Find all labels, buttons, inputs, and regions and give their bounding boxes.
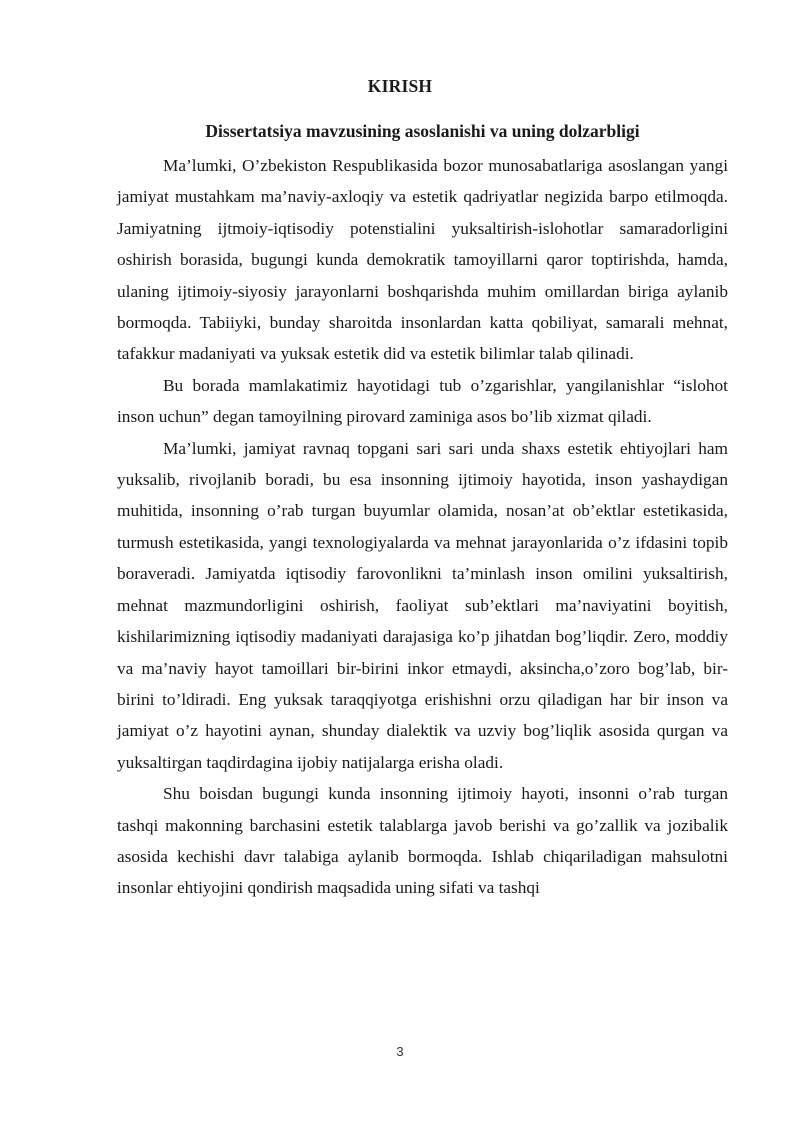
body-text <box>117 150 728 904</box>
paragraph-3: Ma’lumki, jamiyat ravnaq topgani sari sari unda shaxs estetik ehtiyojlari ham yuksalib, rivojlanib boradi, bu esa insonning ijtimoiy hayotida, inson yashaydigan muhitida, insonning o’rab turgan buyumlar olamida, nosan’at ob’ektlar estetikasida, turmush estetikasida, yangi texnologiyalarda va mehnat jarayonlarida o’z ifdasini topib boraveradi. Jamiyatda iqtisodiy farovonlikni ta’minlash inson omilini yuksaltirish, mehnat mazmundorligini oshirish, faoliyat sub’ektlari ma’naviyatini boyitish, kishilarimizning iqtisodiy madaniyati darajasiga ko’p jihatdan bog’liqdir. Zero, moddiy va ma’naviy hayot tamoillari bir-birini inkor etmaydi, aksincha,o’zoro bog’lab, bir-birini to’ldiradi. Eng yuksak taraqqiyotga erishishni orzu qiladigan har bir inson va jamiyat o’z hayotini aynan, shunday dialektik va uzviy bog’liqlik asosida qurgan va yuksaltirgan taqdirdagina ijobiy natijalarga erisha oladi. <box>117 438 728 772</box>
paragraph-1: Ma’lumki, O’zbekiston Respublikasida bozor munosabatlariga asoslangan yangi jamiyat mustahkam ma’naviy-axloqiy va estetik qadriyatlar negizida barpo etilmoqda. Jamiyatning ijtmoiy-iqtisodiy potenstialini yuksaltirish-islohotlar samaradorligini oshirish borasida, bugungi kunda demokratik tamoyillarni qaror toptirishda, hamda, ulaning ijtimoiy-siyosiy jarayonlarni boshqarishda muhim omillardan biriga aylanib bormoqda. Tabiiyki, bunday sharoitda insonlardan katta qobiliyat, samarali mehnat, tafakkur madaniyati va yuksak estetik did va estetik bilimlar talab qilinadi. <box>117 156 728 364</box>
page-number: 3 <box>396 1044 404 1059</box>
section-subtitle: Dissertatsiya mavzusining asoslanishi va uning dolzarbligi <box>205 121 640 141</box>
paragraph-4: Shu boisdan bugungi kunda insonning ijtimoiy hayoti, insonni o’rab turgan tashqi makonning barchasini estetik talablarga javob berishi va go’zallik va jozibalik asosida kechishi davr talabiga aylanib bormoqda. Ishlab chiqariladigan mahsulotni insonlar ehtiyojini qondirish maqsadida uning sifati va tashqi <box>117 784 728 898</box>
paragraph-2: Bu borada mamlakatimiz hayotidagi tub o’zgarishlar, yangilanishlar “islohot inson uchun” degan tamoyilning pirovard zaminiga asos bo’lib xizmat qiladi. <box>117 375 728 427</box>
page-title: KIRISH <box>367 76 433 96</box>
